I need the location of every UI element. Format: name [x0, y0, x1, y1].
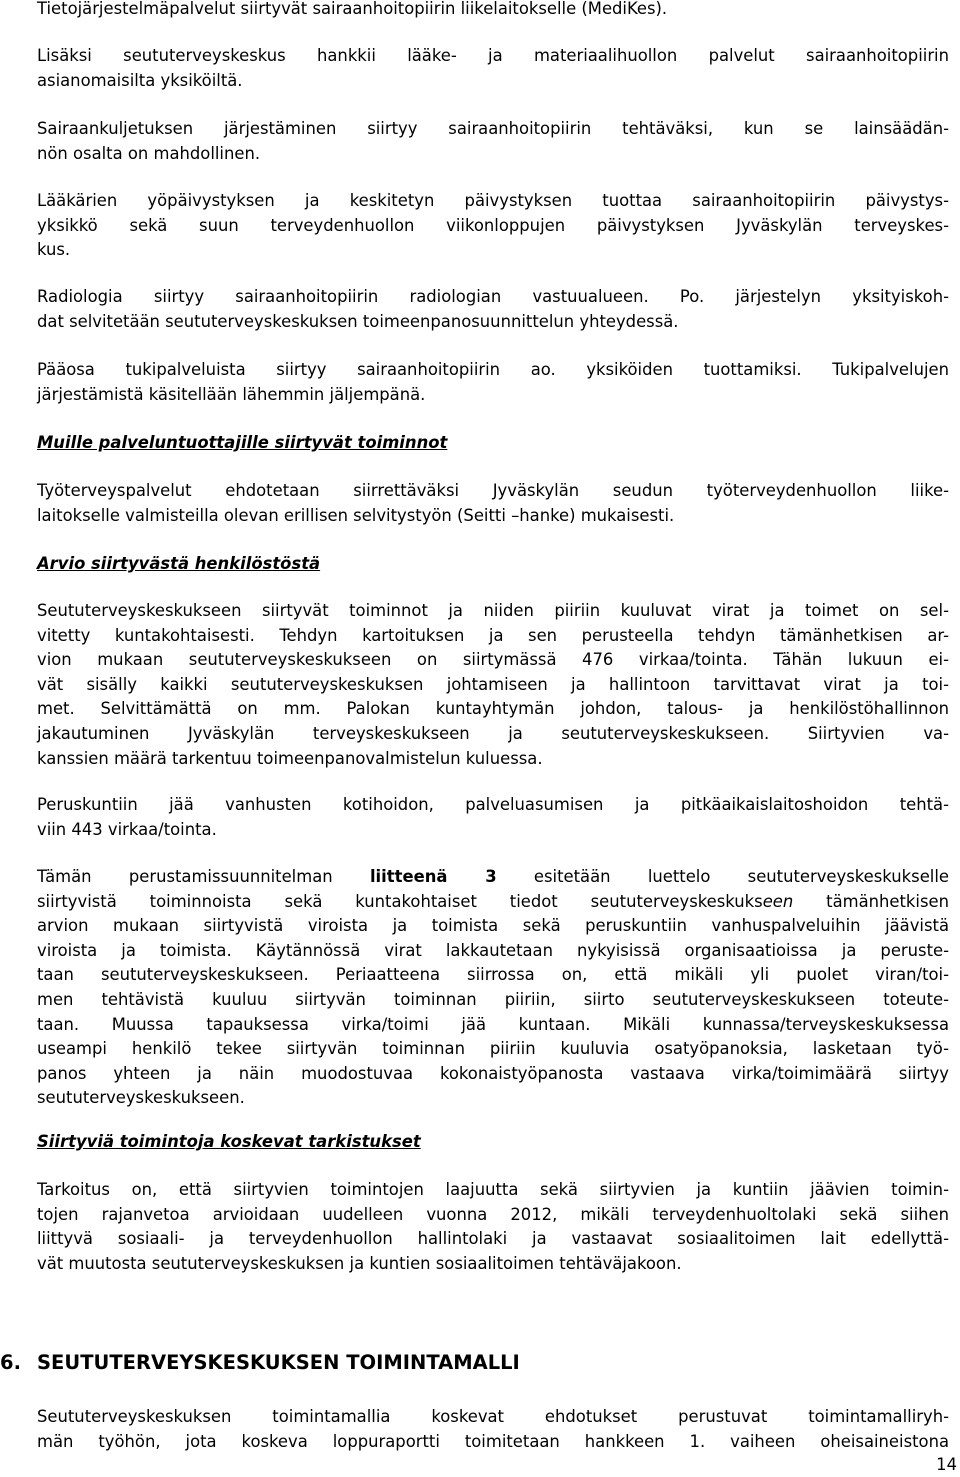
- text-line: laitokselle valmisteilla olevan erillisen selvitystyön (Seitti –hanke) mukaisesti.: [37, 505, 675, 525]
- text-line: jakautuminen Jyväskylän terveyskeskukseen ja seututerveyskeskukseen. Siirtyvien va-: [37, 723, 949, 743]
- text-line: dat selvitetään seututerveyskeskuksen toimeenpanosuunnittelun yhteydessä.: [37, 311, 679, 331]
- paragraph-sairaankuljetus: [37, 117, 949, 166]
- chapter-number: 6.: [0, 1351, 21, 1374]
- text-line: män työhön, jota koskeva loppuraportti toimitetaan hankkeen 1. vaiheen oheisaineistona: [37, 1431, 949, 1451]
- text-line: kanssien määrä tarkentuu toimeenpanovalmistelun kuluessa.: [37, 748, 543, 768]
- text-line: järjestämistä käsitellään lähemmin jäljempänä.: [37, 384, 426, 404]
- text-line: Peruskuntiin jää vanhusten kotihoidon, palveluasumisen ja pitkäaikaislaitoshoidon tehtä-: [37, 795, 949, 814]
- text-line: useampi henkilö tekee siirtyvän toiminnan piiriin kuuluvia osatyöpanoksia, lasketaan työ-: [37, 1039, 949, 1059]
- text-line: Seututerveyskeskukseen siirtyvät toiminnot ja niiden piiriin kuuluvat virat ja toimet on sel-: [37, 601, 949, 620]
- text-line: vion mukaan seututerveyskeskukseen on siirtymässä 476 virkaa/tointa. Tähän lukuun ei-: [37, 650, 949, 670]
- text-line: seututerveyskeskukseen.: [37, 1088, 245, 1108]
- text-run: tämänhetkisen: [793, 891, 949, 911]
- text-line: Seututerveyskeskuksen toimintamallia koskevat ehdotukset perustuvat toimintamalliryh-: [37, 1407, 949, 1426]
- text-line: viin 443 virkaa/tointa.: [37, 819, 217, 839]
- paragraph-laakehuolto: [37, 44, 949, 93]
- text-line: arvion mukaan siirtyvistä viroista ja toimista sekä peruskuntiin vanhuspalveluihin jäävistä: [37, 916, 949, 936]
- text-line: Sairaankuljetuksen järjestäminen siirtyy sairaanhoitopiirin tehtäväksi, kun se lainsäädän-: [37, 119, 949, 138]
- text-line: tojen rajanvetoa arvioidaan uudelleen vuonna 2012, mikäli terveydenhuoltolaki sekä siihen: [37, 1204, 949, 1224]
- text-line: Pääosa tukipalveluista siirtyy sairaanhoitopiirin ao. yksiköiden tuottamiksi. Tukipalvelujen: [37, 360, 949, 379]
- heading-arvio-henkilostosta: Arvio siirtyvästä henkilöstöstä: [37, 554, 321, 573]
- text-line: asianomaisilta yksiköiltä.: [37, 70, 243, 90]
- text-line: met. Selvittämättä on mm. Palokan kuntayhtymän johdon, talous- ja henkilöstöhallinnon: [37, 699, 949, 719]
- text-line: Tietojärjestelmäpalvelut siirtyvät sairaanhoitopiirin liikelaitokselle (MediKes).: [37, 0, 668, 18]
- text-run: esitetään luettelo seututerveyskeskukselle: [496, 867, 949, 886]
- text-line: vät sisälly kaikki seututerveyskeskuksen johtamiseen ja hallintoon tarvittavat virat ja toi-: [37, 674, 949, 694]
- text-line: panos yhteen ja näin muodostuvaa kokonaistyöpanosta vastaava virka/toimimäärä siirtyy: [37, 1063, 949, 1083]
- text-line: [37, 865, 949, 890]
- text-line: Työterveyspalvelut ehdotetaan siirrettäväksi Jyväskylän seudun työterveydenhuollon liike-: [37, 481, 949, 500]
- text-line: Lisäksi seututerveyskeskus hankkii lääke- ja materiaalihuollon palvelut sairaanhoitopiirin: [37, 46, 949, 65]
- text-run: siirtyvistä toiminnoista sekä kuntakohtaiset tiedot seututerveyskeskuks: [37, 891, 763, 911]
- text-line: Radiologia siirtyy sairaanhoitopiirin radiologian vastuualueen. Po. järjestelyn yksityiskoh-: [37, 287, 949, 306]
- paragraph-peruskunnat: [37, 793, 949, 842]
- paragraph-tyoterveys: [37, 479, 949, 528]
- text-line: taan seututerveyskeskukseen. Periaatteena siirrossa on, että mikäli yli puolet viran/toi-: [37, 965, 949, 985]
- heading-siirtyvia-tarkistukset: Siirtyviä toimintoja koskevat tarkistukset: [37, 1132, 421, 1151]
- text-run: Tämän perustamissuunnitelman: [37, 867, 370, 886]
- text-line: Tarkoitus on, että siirtyvien toimintojen laajuutta sekä siirtyvien ja kuntiin jäävien toimin-: [37, 1180, 949, 1199]
- text-line: liittyvä sosiaali- ja terveydenhuollon hallintolaki ja vastaavat sosiaalitoimen lait edellyttä-: [37, 1229, 949, 1249]
- paragraph-tarkoitus: [37, 1178, 949, 1276]
- paragraph-tukipalvelut: [37, 358, 949, 407]
- paragraph-liite-3: [37, 865, 949, 1111]
- text-line: taan. Muussa tapauksessa virka/toimi jää kuntaan. Mikäli kunnassa/terveyskeskuksessa: [37, 1014, 949, 1034]
- paragraph-arvio: [37, 599, 949, 771]
- text-line: men tehtävistä kuuluu siirtyvän toiminnan piiriin, siirto seututerveyskeskukseen toteute-: [37, 989, 949, 1009]
- text-line: vät muutosta seututerveyskeskuksen ja kuntien sosiaalitoimen tehtäväjakoon.: [37, 1253, 682, 1273]
- text-line: Lääkärien yöpäivystyksen ja keskitetyn päivystyksen tuottaa sairaanhoitopiirin päivystys-: [37, 191, 949, 210]
- heading-muille-palveluntuottajille: Muille palveluntuottajille siirtyvät toiminnot: [37, 433, 448, 452]
- text-line: kus.: [37, 240, 71, 260]
- text-line: vitetty kuntakohtaisesti. Tehdyn kartoituksen ja sen perusteella tehdyn tämänhetkisen ar-: [37, 625, 949, 645]
- paragraph-paivystys: [37, 189, 949, 263]
- text-line: nön osalta on mahdollinen.: [37, 143, 261, 163]
- text-line: [37, 890, 949, 915]
- paragraph-toimintamalli: [37, 1405, 949, 1454]
- liite-reference: liitteenä 3: [369, 867, 497, 886]
- paragraph-medikes: [37, 0, 949, 22]
- italic-run: een: [762, 891, 794, 911]
- text-line: yksikkö sekä suun terveydenhuollon viikonloppujen päivystyksen Jyväskylän terveyskes-: [37, 215, 949, 235]
- paragraph-radiologia: [37, 285, 949, 334]
- page-number: 14: [936, 1455, 957, 1474]
- chapter-title: SEUTUTERVEYSKESKUKSEN TOIMINTAMALLI: [37, 1351, 520, 1374]
- text-line: viroista ja toimista. Käytännössä virat lakkautetaan nykyisissä organisaatioissa ja peruste-: [37, 940, 949, 960]
